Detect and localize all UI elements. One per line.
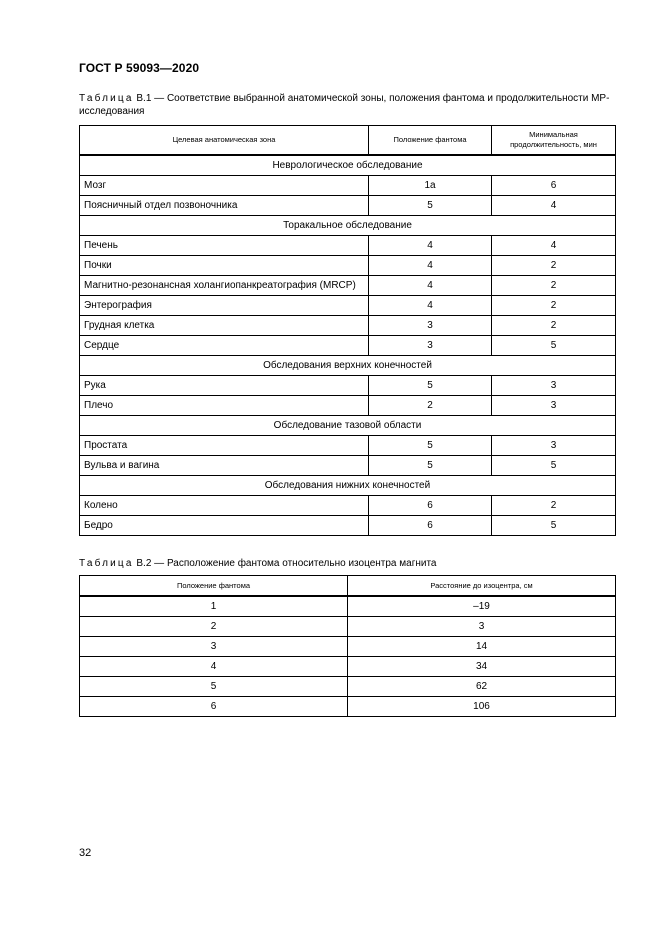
- table1-cell-duration: 5: [492, 456, 616, 476]
- table2-cell-distance: 106: [348, 697, 616, 717]
- table-row: [80, 376, 616, 396]
- table1-cell-zone: Грудная клетка: [80, 316, 369, 336]
- table1-body: [80, 155, 616, 536]
- table-row: [80, 657, 616, 677]
- table1-cell-zone: Магнитно-резонансная холангиопанкреатография (MRCP): [80, 276, 369, 296]
- table2-cell-distance: 34: [348, 657, 616, 677]
- table1-cell-zone: Почки: [80, 256, 369, 276]
- table2-cell-position: 6: [80, 697, 348, 717]
- table2-header-row: [80, 576, 616, 597]
- table-row: [80, 276, 616, 296]
- table1-section-title: Торакальное обследование: [80, 216, 616, 236]
- table2-cell-position: 2: [80, 617, 348, 637]
- table-row: [80, 496, 616, 516]
- table2-caption-text: В.2 — Расположение фантома относительно изоцентра магнита: [136, 558, 437, 569]
- table1-cell-position: 5: [369, 456, 492, 476]
- table1-cell-zone: Колено: [80, 496, 369, 516]
- table1-section-row: [80, 155, 616, 176]
- table2-cell-distance: 62: [348, 677, 616, 697]
- table2-cell-position: 3: [80, 637, 348, 657]
- table-row: [80, 617, 616, 637]
- table1-cell-duration: 3: [492, 436, 616, 456]
- table1-section-title: Неврологическое обследование: [80, 155, 616, 176]
- table1-cell-duration: 6: [492, 176, 616, 196]
- table-row: [80, 236, 616, 256]
- table2-cell-distance: 3: [348, 617, 616, 637]
- table2-body: [80, 596, 616, 717]
- table1: [79, 125, 616, 536]
- table1-cell-duration: 2: [492, 256, 616, 276]
- table1-cell-zone: Рука: [80, 376, 369, 396]
- table1-col-position: Положение фантома: [369, 126, 492, 156]
- table1-caption-label: Таблица: [79, 93, 134, 104]
- table1-col-zone: Целевая анатомическая зона: [80, 126, 369, 156]
- table1-section-title: Обследование тазовой области: [80, 416, 616, 436]
- table2-cell-position: 5: [80, 677, 348, 697]
- table2-col-distance: Расстояние до изоцентра, см: [348, 576, 616, 597]
- table1-cell-position: 3: [369, 336, 492, 356]
- table1-section-row: [80, 216, 616, 236]
- table1-cell-zone: Бедро: [80, 516, 369, 536]
- table1-cell-duration: 3: [492, 396, 616, 416]
- table1-cell-position: 4: [369, 296, 492, 316]
- table2-cell-distance: –19: [348, 596, 616, 617]
- table1-cell-duration: 3: [492, 376, 616, 396]
- table1-section-title: Обследования нижних конечностей: [80, 476, 616, 496]
- table-row: [80, 637, 616, 657]
- table-row: [80, 176, 616, 196]
- table1-cell-position: 4: [369, 276, 492, 296]
- table2: [79, 575, 616, 717]
- table-row: [80, 396, 616, 416]
- table1-cell-zone: Сердце: [80, 336, 369, 356]
- table1-cell-duration: 2: [492, 296, 616, 316]
- table-row: [80, 336, 616, 356]
- table1-cell-zone: Простата: [80, 436, 369, 456]
- table1-cell-duration: 5: [492, 336, 616, 356]
- table1-cell-position: 5: [369, 436, 492, 456]
- table-row: [80, 196, 616, 216]
- table1-caption-text: В.1 — Соответствие выбранной анатомической зоны, положения фантома и продолжительности МР-исследования: [79, 93, 610, 117]
- table1-cell-duration: 4: [492, 196, 616, 216]
- table1-header-row: [80, 126, 616, 156]
- table-row: [80, 316, 616, 336]
- table1-cell-zone: Плечо: [80, 396, 369, 416]
- table2-col-position: Положение фантома: [80, 576, 348, 597]
- table1-cell-position: 5: [369, 376, 492, 396]
- table1-cell-position: 6: [369, 496, 492, 516]
- table1-caption: [79, 92, 614, 118]
- table1-cell-position: 4: [369, 256, 492, 276]
- table1-section-title: Обследования верхних конечностей: [80, 356, 616, 376]
- table-row: [80, 516, 616, 536]
- table2-cell-distance: 14: [348, 637, 616, 657]
- table-row: [80, 596, 616, 617]
- table1-cell-position: 1а: [369, 176, 492, 196]
- table1-cell-zone: Печень: [80, 236, 369, 256]
- table1-cell-duration: 2: [492, 496, 616, 516]
- table-row: [80, 436, 616, 456]
- table-row: [80, 256, 616, 276]
- table-row: [80, 456, 616, 476]
- table1-section-row: [80, 416, 616, 436]
- table1-cell-duration: 2: [492, 316, 616, 336]
- table-row: [80, 677, 616, 697]
- table1-cell-position: 6: [369, 516, 492, 536]
- table-row: [80, 296, 616, 316]
- table1-cell-zone: Мозг: [80, 176, 369, 196]
- page-number: 32: [79, 847, 92, 859]
- table1-cell-duration: 5: [492, 516, 616, 536]
- table1-cell-position: 5: [369, 196, 492, 216]
- table1-section-row: [80, 356, 616, 376]
- table1-cell-zone: Поясничный отдел позвоночника: [80, 196, 369, 216]
- table1-cell-zone: Вульва и вагина: [80, 456, 369, 476]
- document-header: ГОСТ Р 59093—2020: [79, 61, 200, 75]
- table1-cell-duration: 4: [492, 236, 616, 256]
- table1-cell-position: 3: [369, 316, 492, 336]
- table1-section-row: [80, 476, 616, 496]
- table2-caption-label: Таблица: [79, 558, 134, 569]
- table-row: [80, 697, 616, 717]
- table1-cell-duration: 2: [492, 276, 616, 296]
- table1-cell-position: 2: [369, 396, 492, 416]
- table2-cell-position: 4: [80, 657, 348, 677]
- table1-cell-zone: Энтерография: [80, 296, 369, 316]
- table2-caption: [79, 557, 614, 570]
- table2-cell-position: 1: [80, 596, 348, 617]
- table1-col-duration: Минимальная продолжительность, мин: [492, 126, 616, 156]
- table1-cell-position: 4: [369, 236, 492, 256]
